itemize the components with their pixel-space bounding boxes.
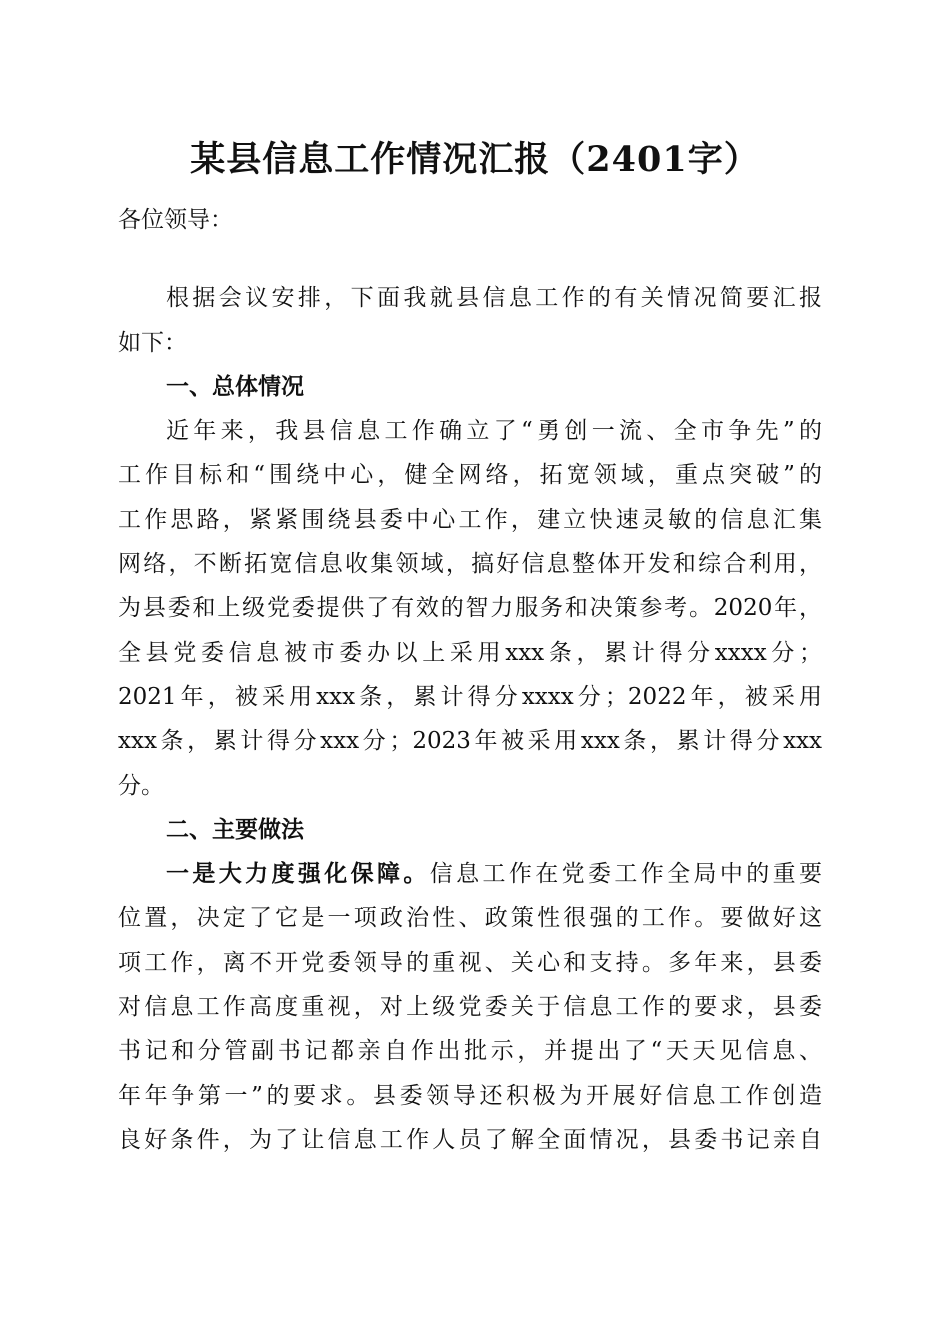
text-line: 如下： <box>118 329 187 356</box>
text-line: 2021年，被采用xxx条，累计得分xxxx分；2022年，被采用 <box>118 683 822 710</box>
text-run: 信息工作在党委工作全局中的重要 <box>429 861 822 888</box>
text-line: 良好条件，为了让信息工作人员了解全面情况，县委书记亲自 <box>118 1126 822 1153</box>
text-line: 书记和分管副书记都亲自作出批示，并提出了“天天见信息、 <box>118 1038 822 1065</box>
text-line: xxx条，累计得分xxx分；2023年被采用xxx条，累计得分xxx <box>118 728 822 755</box>
text-line <box>118 852 822 896</box>
spacer <box>118 242 822 276</box>
text-line: 工作目标和“围绕中心，健全网络，拓宽领域，重点突破”的 <box>118 462 822 489</box>
section-heading-overview: 一、总体情况 <box>166 373 304 400</box>
overview-paragraph <box>118 409 822 808</box>
intro-paragraph <box>118 276 822 365</box>
text-line: 根据会议安排，下面我就县信息工作的有关情况简要汇报 <box>166 285 822 312</box>
text-line: 全县党委信息被市委办以上采用xxx条，累计得分xxxx分； <box>118 639 822 666</box>
document-title: 某县信息工作情况汇报（2401字） <box>190 139 760 180</box>
text-line: 网络，不断拓宽信息收集领域，搞好信息整体开发和综合利用， <box>118 551 822 578</box>
section-heading-practices: 二、主要做法 <box>166 816 304 843</box>
text-line: 分。 <box>118 772 164 799</box>
text-line: 项工作，离不开党委领导的重视、关心和支持。多年来，县委 <box>118 949 822 976</box>
lead-phrase: 一是大力度强化保障。 <box>166 860 430 888</box>
text-line: 为县委和上级党委提供了有效的智力服务和决策参考。2020年， <box>118 595 822 622</box>
text-line: 近年来，我县信息工作确立了“勇创一流、全市争先”的 <box>166 418 822 445</box>
practices-paragraph <box>118 852 822 1162</box>
text-line: 位置，决定了它是一项政治性、政策性很强的工作。要做好这 <box>118 905 822 932</box>
document-body <box>118 198 822 1162</box>
text-line: 工作思路，紧紧围绕县委中心工作，建立快速灵敏的信息汇集 <box>118 506 822 533</box>
salutation: 各位领导： <box>118 207 233 233</box>
text-line: 对信息工作高度重视，对上级党委关于信息工作的要求，县委 <box>118 994 822 1021</box>
text-line: 年年争第一”的要求。县委领导还积极为开展好信息工作创造 <box>118 1082 822 1109</box>
